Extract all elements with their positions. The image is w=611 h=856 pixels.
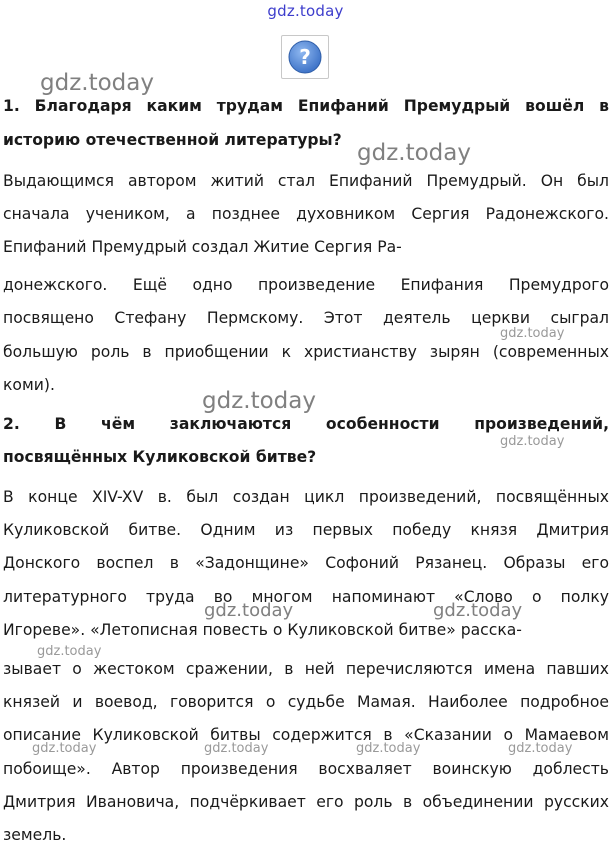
answer-2-line: Игореве». «Летописная повесть о Куликовской битве» расска-	[3, 621, 522, 639]
watermark: gdz.today	[433, 600, 523, 621]
answer-2-line: В конце XIV-XV в. был создан цикл произведений, посвящённых	[3, 488, 609, 506]
watermark: gdz.today	[500, 326, 565, 341]
answer-1-line: Выдающимся автором житий стал Епифаний Премудрый. Он был	[3, 172, 609, 190]
question-2-line: посвящённых Куликовской битве?	[3, 448, 317, 466]
watermark: gdz.today	[37, 644, 102, 659]
answer-2-line: Донского воспел в «Задонщине» Софоний Рязанец. Образы его	[3, 554, 609, 572]
answer-2-line: побоище». Автор произведения восхваляет воинскую доблесть	[3, 760, 609, 778]
watermark: gdz.today	[202, 388, 316, 414]
question-1-line: историю отечественной литературы?	[3, 131, 342, 149]
help-button[interactable]	[281, 35, 329, 79]
watermark: gdz.today	[356, 741, 421, 756]
answer-1-line: посвящено Стефану Пермскому. Этот деятель церкви сыграл	[3, 309, 609, 327]
watermark: gdz.today	[357, 140, 471, 166]
answer-1-line: коми).	[3, 376, 55, 394]
answer-2-line: земель.	[3, 826, 67, 844]
watermark: gdz.today	[508, 741, 573, 756]
watermark: gdz.today	[204, 741, 269, 756]
watermark: gdz.today	[40, 70, 154, 96]
answer-2-line: князей и воевод, говорится о судьбе Мамая. Наиболее подробное	[3, 693, 609, 711]
question-icon	[287, 39, 323, 75]
question-2-line: 2. В чём заключаются особенности произведений,	[3, 415, 609, 433]
answer-2-line: зывает о жестоком сражении, в ней перечисляются имена павших	[3, 660, 609, 678]
answer-2-line: литературного труда во многом напоминают «Слово о полку	[3, 588, 609, 606]
answer-2-line: Дмитрия Ивановича, подчёркивает его роль в объединении русских	[3, 793, 609, 811]
answer-2-line: описание Куликовской битвы содержится в «Сказании о Мамаевом	[3, 726, 609, 744]
answer-1-line: Епифаний Премудрый создал Житие Сергия Ра-	[3, 238, 402, 256]
watermark: gdz.today	[500, 434, 565, 449]
answer-2-line: Куликовской битве. Одним из первых победу князя Дмитрия	[3, 521, 609, 539]
svg-text:?: ?	[299, 45, 311, 69]
answer-1-line: большую роль в приобщении к христианству зырян (современных	[3, 343, 609, 361]
watermark: gdz.today	[204, 600, 294, 621]
question-1-line: 1. Благодаря каким трудам Епифаний Премудрый вошёл в	[3, 97, 609, 115]
answer-1-line: донежского. Ещё одно произведение Епифания Премудрого	[3, 276, 609, 294]
site-link[interactable]: gdz.today	[267, 2, 344, 20]
answer-1-line: сначала учеником, а позднее духовником Сергия Радонежского.	[3, 205, 609, 223]
watermark: gdz.today	[32, 741, 97, 756]
